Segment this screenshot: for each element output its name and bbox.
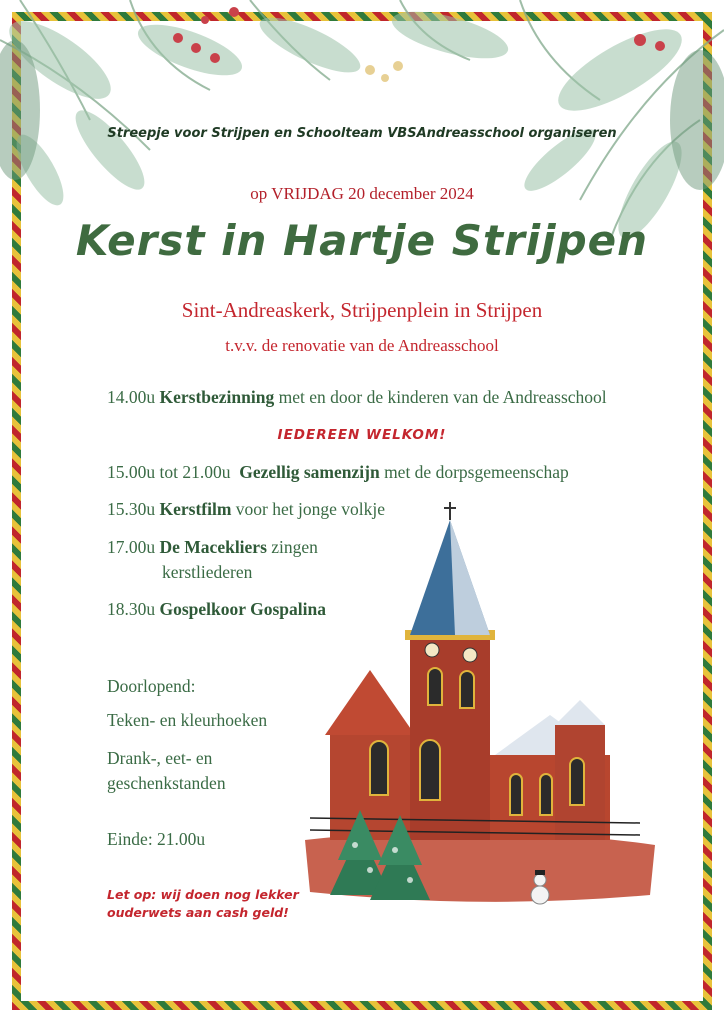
- ongoing-item: geschenkstanden: [107, 773, 226, 793]
- program-item: 15.30u Kerstfilm voor het jonge volkje: [107, 499, 385, 519]
- program-item: 15.00u tot 21.00u Gezellig samenzijn met de dorpsgemeenschap: [107, 462, 569, 482]
- event-date: op VRIJDAG 20 december 2024: [250, 184, 474, 203]
- ongoing-item: Drank-, eet- en: [107, 748, 213, 768]
- program-item-continued: kerstliederen: [162, 562, 253, 582]
- end-time: Einde: 21.00u: [107, 829, 206, 849]
- church-illustration: [300, 500, 660, 920]
- organizers-line: Streepje voor Strijpen en Schoolteam VBSAndreasschool organiseren: [107, 126, 617, 141]
- program-item: 18.30u Gospelkoor Gospalina: [107, 599, 326, 619]
- cash-note: Let op: wij doen nog lekker ouderwets aan cash geld!: [107, 887, 299, 920]
- ongoing-item: Teken- en kleurhoeken: [107, 710, 268, 730]
- ongoing-heading: Doorlopend:: [107, 676, 196, 696]
- program-item: 17.00u De Macekliers zingen: [107, 537, 318, 557]
- page-title: Kerst in Hartje Strijpen: [75, 216, 649, 265]
- event-location: Sint-Andreaskerk, Strijpenplein in Strijpen: [181, 298, 543, 322]
- program-item: 14.00u Kerstbezinning met en door de kinderen van de Andreasschool: [107, 387, 607, 407]
- welcome-banner: IEDEREEN WELKOM!: [277, 427, 447, 443]
- event-purpose: t.v.v. de renovatie van de Andreasschool: [225, 336, 499, 355]
